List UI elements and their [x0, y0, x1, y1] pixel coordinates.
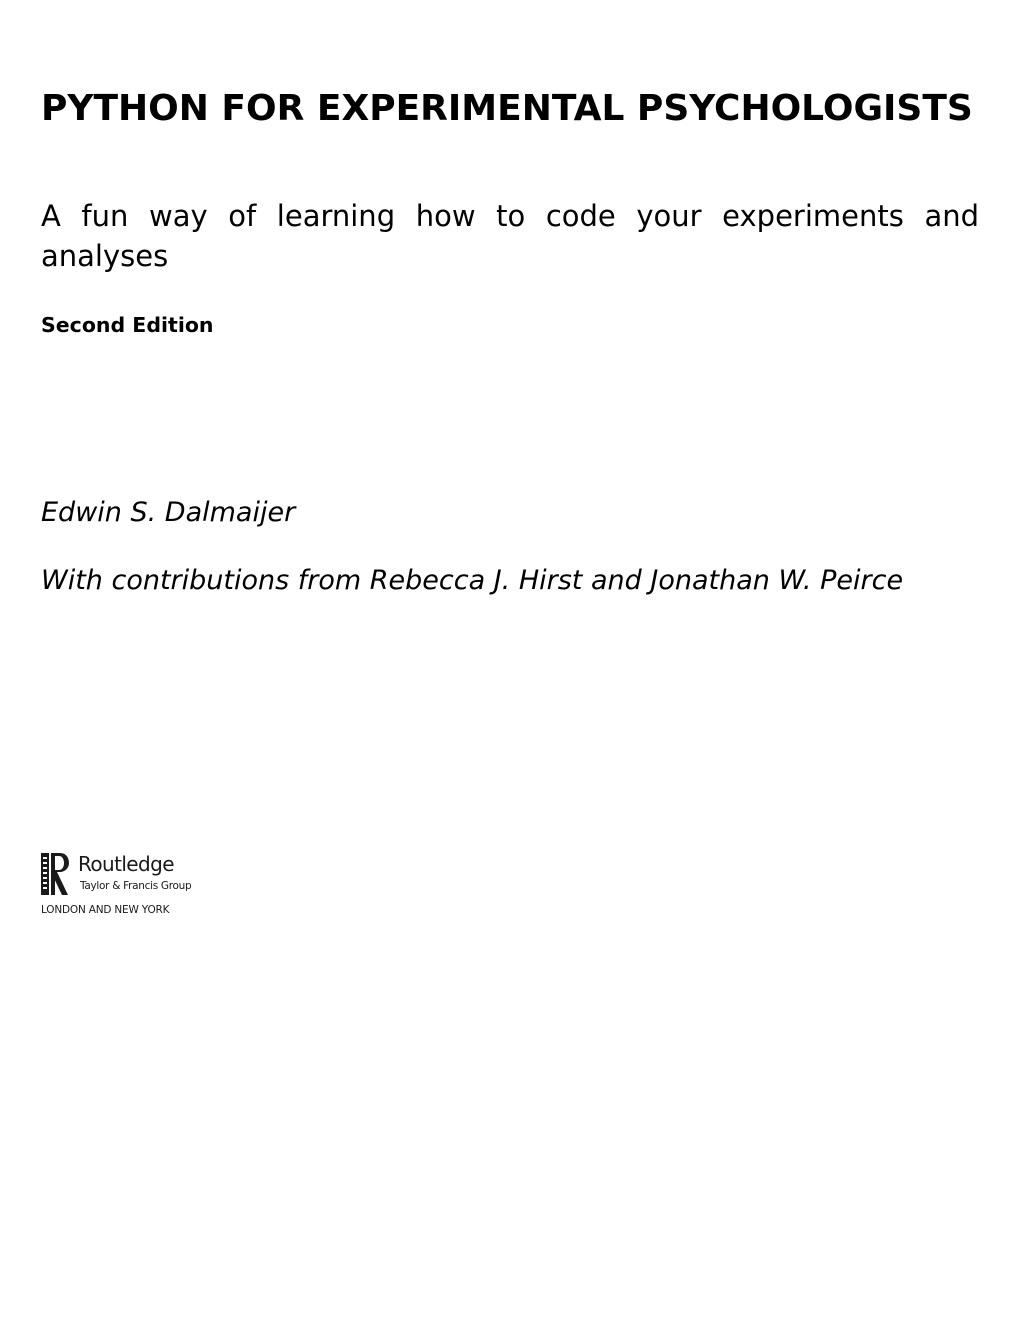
publisher-group: Taylor & Francis Group: [80, 880, 192, 892]
author-name: Edwin S. Dalmaijer: [41, 497, 296, 528]
publisher-imprint: [41, 851, 211, 921]
book-subtitle: A fun way of learning how to code your experiments and analyses: [41, 199, 979, 273]
publisher-cities: LONDON AND NEW YORK: [41, 904, 170, 916]
publisher-name: Routledge: [78, 852, 174, 876]
edition-label: Second Edition: [41, 313, 214, 337]
book-title: PYTHON FOR EXPERIMENTAL PSYCHOLOGISTS: [41, 88, 973, 129]
routledge-logo-icon: [41, 851, 71, 897]
contributors-line: With contributions from Rebecca J. Hirst and Jonathan W. Peirce: [41, 565, 904, 596]
